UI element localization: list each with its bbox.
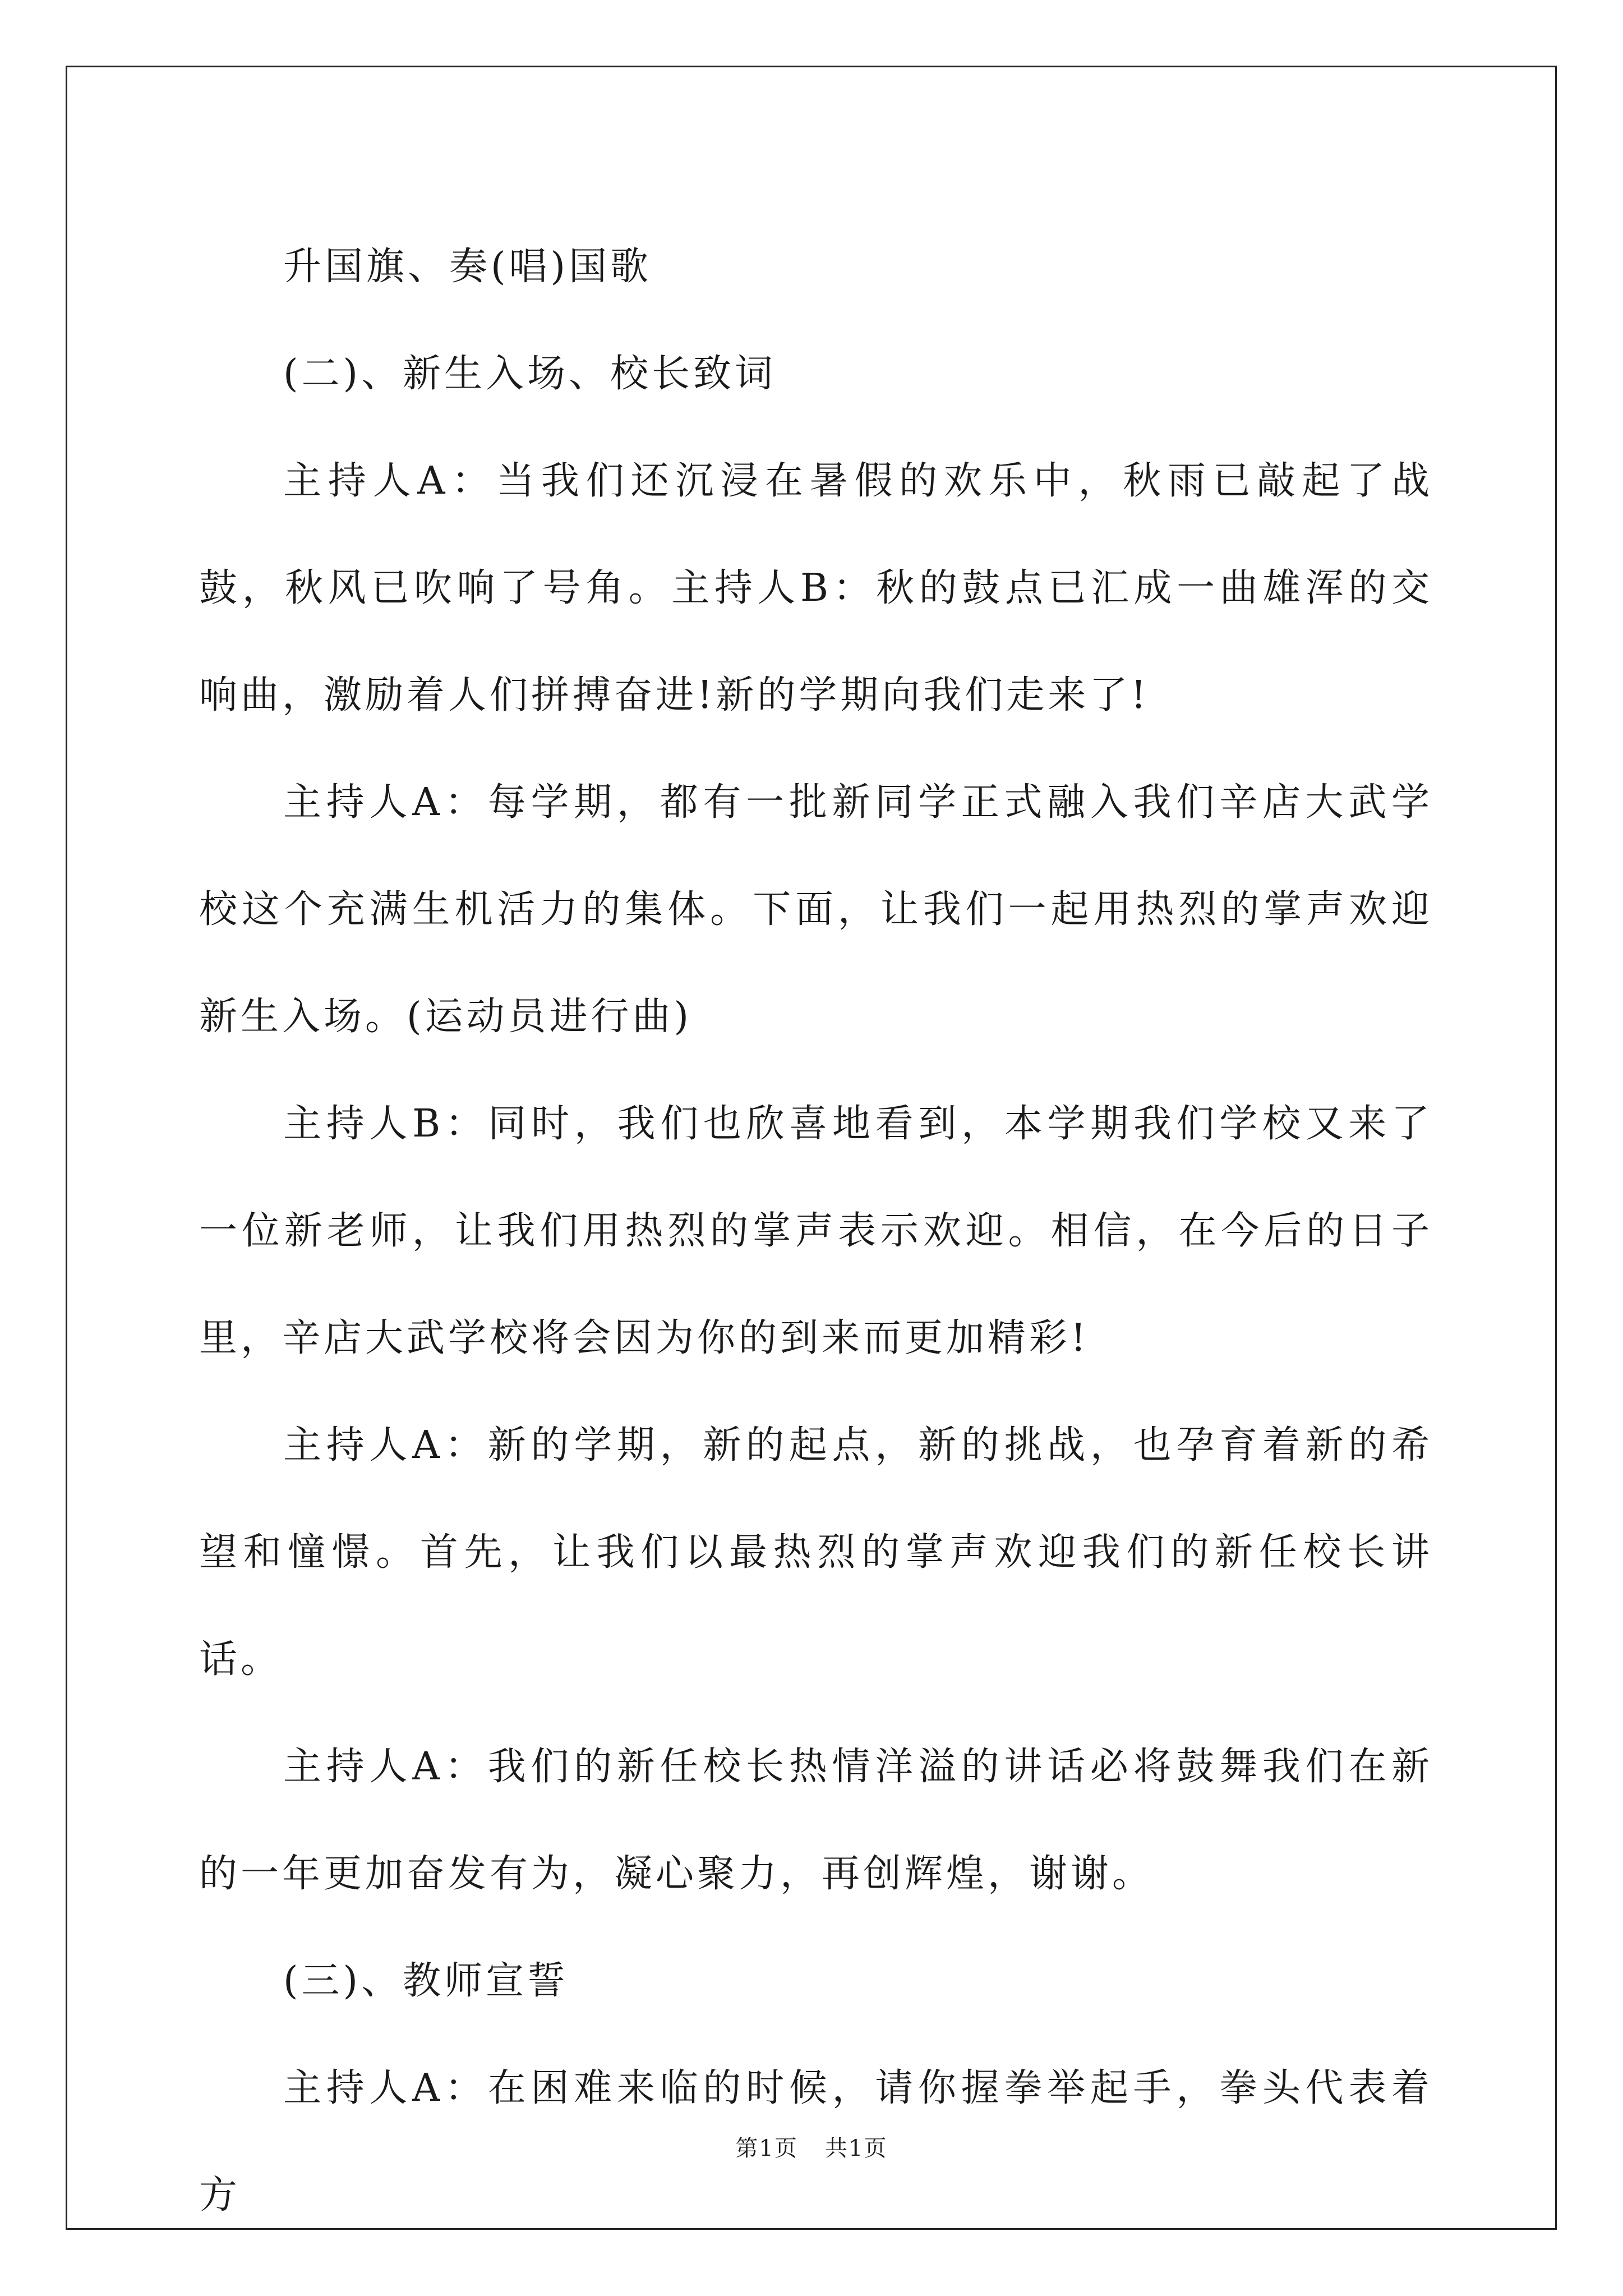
document-body [199,213,1433,2249]
paragraph-5: 主持人B：同时，我们也欣喜地看到，本学期我们学校又来了一位新老师，让我们用热烈的掌声表示欢迎。相信，在今后的日子里，辛店大武学校将会因为你的到来而更加精彩! [199,1102,1433,1360]
paragraph-1: 升国旗、奏(唱)国歌 [283,245,652,289]
page-footer [0,2134,1623,2162]
paragraph-2: (二)、新生入场、校长致词 [283,352,777,396]
paragraph-4: 主持人A：每学期，都有一批新同学正式融入我们辛店大武学校这个充满生机活力的集体。下面，让我们一起用热烈的掌声欢迎新生入场。(运动员进行曲) [199,780,1433,1039]
page-current: 第1页 [735,2136,798,2161]
paragraph-3: 主持人A：当我们还沉浸在暑假的欢乐中，秋雨已敲起了战鼓，秋风已吹响了号角。主持人B：秋的鼓点已汇成一曲雄浑的交响曲，激励着人们拼搏奋进!新的学期向我们走来了! [199,459,1433,717]
paragraph-7: 主持人A：我们的新任校长热情洋溢的讲话必将鼓舞我们在新的一年更加奋发有为，凝心聚力，再创辉煌，谢谢。 [199,1745,1433,1896]
paragraph-9: 主持人A：在困难来临的时候，请你握拳举起手，拳头代表着方 [199,2066,1433,2217]
page-total: 共1页 [825,2136,888,2161]
paragraph-8: (三)、教师宣誓 [283,1959,569,2003]
paragraph-6: 主持人A：新的学期，新的起点，新的挑战，也孕育着新的希望和憧憬。首先，让我们以最热烈的掌声欢迎我们的新任校长讲话。 [199,1423,1433,1682]
